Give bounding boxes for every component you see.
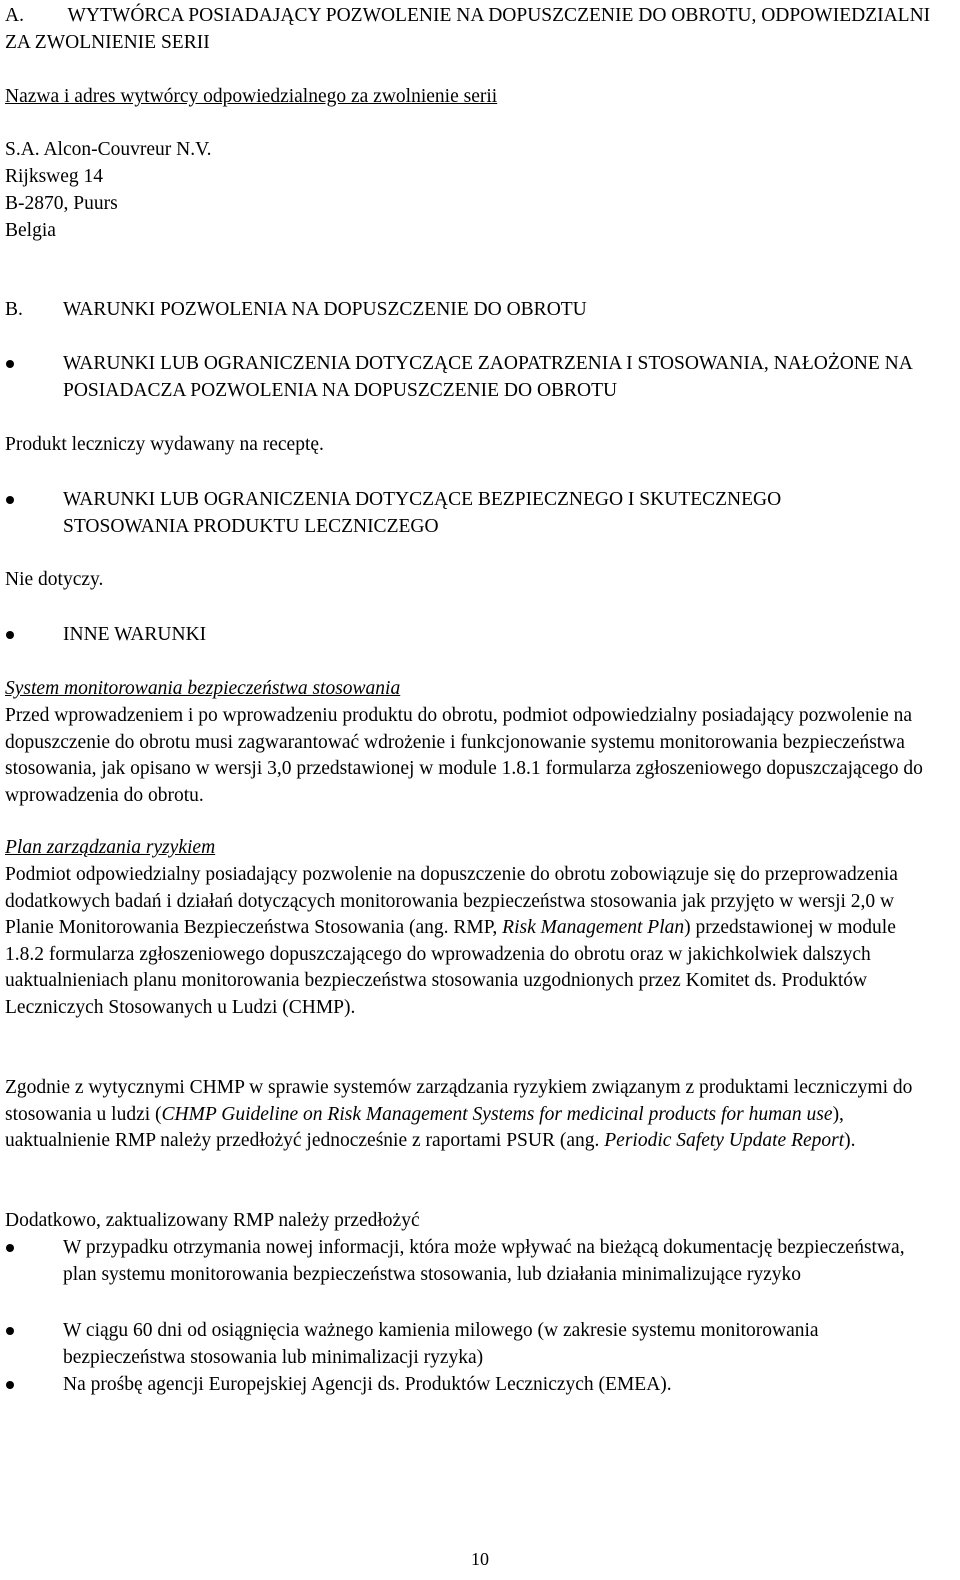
rmp-bullet-3	[5, 1372, 935, 1399]
b1-bullet	[5, 351, 935, 404]
rmp-bullet-text-1: W przypadku otrzymania nowej informacji, która może wpływać na bieżącą dokumentację bezpieczeństwa, plan systemu monitorowania bezpieczeństwa stosowania, lub działania minimalizujące ryzyko	[63, 1237, 905, 1285]
rmp-p2-italic-2: Periodic Safety Update Report	[604, 1130, 845, 1151]
b2-bullet	[5, 487, 935, 540]
rmp-bullet-text-2: W ciągu 60 dni od osiągnięcia ważnego kamienia milowego (w zakresie systemu monitorowania bezpieczeństwa stosowania lub minimalizacji ryzyka)	[63, 1320, 819, 1368]
section-b-letter: B.	[5, 299, 23, 320]
bullet-icon	[5, 622, 63, 649]
rmp-paragraph-3: Dodatkowo, zaktualizowany RMP należy przedłożyć	[5, 1210, 420, 1231]
b2-text: Nie dotyczy.	[5, 569, 104, 590]
bullet-icon	[5, 1372, 63, 1399]
section-b-header	[5, 297, 935, 324]
b1-title: WARUNKI LUB OGRANICZENIA DOTYCZĄCE ZAOPATRZENIA I STOSOWANIA, NAŁOŻONE NA POSIADACZA POZWOLENIA NA DOPUSZCZENIE DO OBROTU	[63, 353, 912, 401]
section-a-letter: A.	[5, 5, 24, 26]
pharmaco-text: Przed wprowadzeniem i po wprowadzeniu produktu do obrotu, podmiot odpowiedzialny posiadający pozwolenie na dopuszczenie do obrotu musi zagwarantować wdrożenie i funkcjonowanie systemu monitorowania bezpieczeństwa stosowania, jak opisano w wersji 3,0 przedstawionej w module 1.8.1 formularza zgłoszeniowego dopuszczającego do wprowadzenia do obrotu.	[5, 705, 923, 806]
section-b-title: WARUNKI POZWOLENIA NA DOPUSZCZENIE DO OBROTU	[63, 299, 587, 320]
b2-title: WARUNKI LUB OGRANICZENIA DOTYCZĄCE BEZPIECZNEGO I SKUTECZNEGO STOSOWANIA PRODUKTU LECZNICZEGO	[63, 489, 782, 537]
bullet-icon	[5, 1235, 63, 1288]
rmp-bullet-text-3: Na prośbę agencji Europejskiej Agencji ds. Produktów Leczniczych (EMEA).	[63, 1374, 672, 1395]
b3-title: INNE WARUNKI	[63, 624, 207, 645]
b1-text: Produkt leczniczy wydawany na receptę.	[5, 434, 324, 455]
rmp-p1-italic: Risk Management Plan	[502, 917, 685, 938]
bullet-icon	[5, 1318, 63, 1371]
rmp-heading: Plan zarządzania ryzykiem	[5, 837, 216, 858]
rmp-p2-mid: ), uaktualnienie RMP należy przedłożyć jednocześnie z raportami PSUR (ang.	[5, 1103, 844, 1151]
pharmaco-heading: System monitorowania bezpieczeństwa stosowania	[5, 678, 401, 699]
rmp-p2-text: Zgodnie z wytycznymi CHMP w sprawie systemów zarządzania ryzykiem związanym z produktami leczniczymi do stosowania u ludzi (	[5, 1077, 913, 1125]
bullet-icon	[5, 351, 63, 404]
section-a-header	[5, 3, 935, 56]
rmp-p2-italic: CHMP Guideline on Risk Management Systems for medicinal products for human use	[161, 1103, 833, 1125]
section-a-title: WYTWÓRCA POSIADAJĄCY POZWOLENIE NA DOPUSZCZENIE DO OBROTU, ODPOWIEDZIALNI ZA ZWOLNIENIE SERII	[5, 5, 931, 53]
rmp-paragraph-1	[5, 862, 935, 1021]
rmp-paragraph-2	[5, 1075, 935, 1155]
page-number: 10	[471, 1549, 489, 1569]
rmp-p1-text: Podmiot odpowiedzialny posiadający pozwolenie na dopuszczenie do obrotu zobowiązuje się do przeprowadzenia dodatkowych badań i działań dotyczących monitorowania bezpieczeństwa stosowania jak przyjęto w wersji 2,0 w Planie Monitorowania Bezpieczeństwa Stosowania (ang. RMP,	[5, 864, 898, 938]
address-line-1: S.A. Alcon-Couvreur N.V.	[5, 139, 212, 160]
rmp-p2-end: ).	[844, 1130, 856, 1151]
b3-bullet	[5, 622, 935, 649]
bullet-icon	[5, 487, 63, 540]
address-line-2: Rijksweg 14	[5, 166, 104, 187]
section-a-subtitle: Nazwa i adres wytwórcy odpowiedzialnego za zwolnienie serii	[5, 86, 498, 107]
address-line-3: B-2870, Puurs	[5, 193, 118, 214]
rmp-p1-end: ) przedstawionej w module 1.8.2 formularza zgłoszeniowego dopuszczającego do wprowadzenia do obrotu oraz w jakichkolwiek dalszych uaktualnieniach planu monitorowania bezpieczeństwa stosowania uzgodnionych przez Komitet ds. Produktów Leczniczych Stosowanych u Ludzi (CHMP).	[5, 917, 896, 1018]
rmp-bullet-1	[5, 1235, 935, 1288]
rmp-bullet-2	[5, 1318, 935, 1371]
address-line-4: Belgia	[5, 220, 56, 241]
